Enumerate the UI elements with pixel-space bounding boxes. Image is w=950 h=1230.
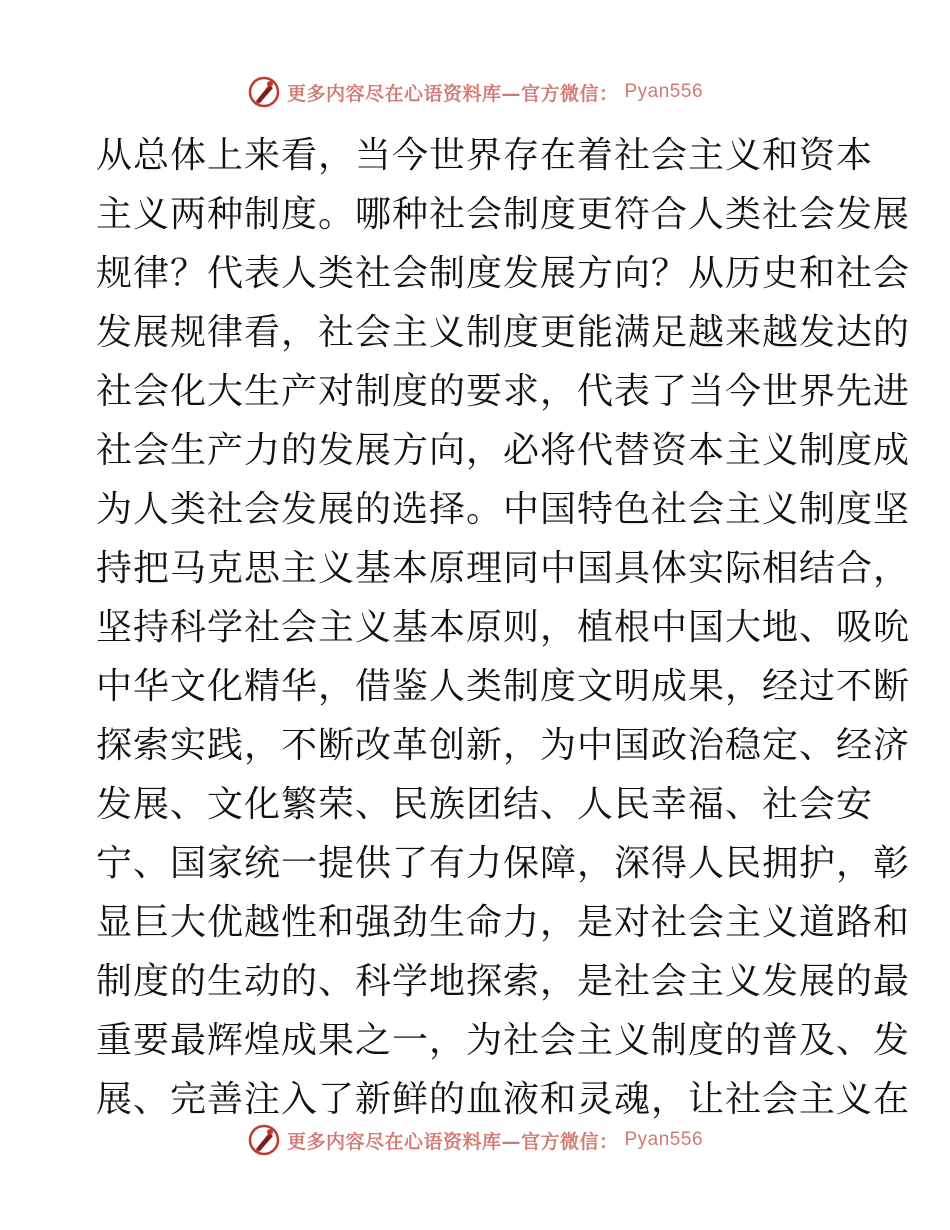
text-line: 为人类社会发展的选择。中国特色社会主义制度坚 <box>96 489 911 530</box>
footer-watermark <box>0 1120 950 1160</box>
watermark-wechat-id: Pyan556 <box>624 81 704 102</box>
text-line: 重要最辉煌成果之一，为社会主义制度的普及、发 <box>96 1020 911 1061</box>
text-line: 从总体上来看，当今世界存在着社会主义和资本 <box>96 135 874 176</box>
text-line: 社会化大生产对制度的要求，代表了当今世界先进 <box>96 371 911 412</box>
text-line: 中华文化精华，借鉴人类制度文明成果，经过不断 <box>96 666 911 707</box>
watermark-text: 更多内容尽在心语资料库—官方微信： <box>286 1130 619 1153</box>
watermark-text: 更多内容尽在心语资料库—官方微信： <box>286 82 619 105</box>
document-body <box>96 126 911 1129</box>
text-line: 持把马克思主义基本原理同中国具体实际相结合， <box>96 548 911 589</box>
watermark-wechat-id: Pyan556 <box>624 1129 704 1150</box>
text-line: 主义两种制度。哪种社会制度更符合人类社会发展 <box>96 194 911 235</box>
text-line: 制度的生动的、科学地探索，是社会主义发展的最 <box>96 961 911 1002</box>
text-line: 发展规律看，社会主义制度更能满足越来越发达的 <box>96 312 911 353</box>
text-line: 展、完善注入了新鲜的血液和灵魂，让社会主义在 <box>96 1079 911 1120</box>
text-line: 发展、文化繁荣、民族团结、人民幸福、社会安 <box>96 784 874 825</box>
header-watermark <box>0 72 950 112</box>
pen-logo-icon <box>247 1123 281 1157</box>
pen-logo-icon <box>247 75 281 109</box>
text-line: 探索实践，不断改革创新，为中国政治稳定、经济 <box>96 725 911 766</box>
text-line: 规律？代表人类社会制度发展方向？从历史和社会 <box>96 253 911 294</box>
text-line: 社会生产力的发展方向，必将代替资本主义制度成 <box>96 430 911 471</box>
text-line: 显巨大优越性和强劲生命力，是对社会主义道路和 <box>96 902 911 943</box>
text-line: 宁、国家统一提供了有力保障，深得人民拥护，彰 <box>96 843 911 884</box>
text-line: 坚持科学社会主义基本原则，植根中国大地、吸吮 <box>96 607 911 648</box>
